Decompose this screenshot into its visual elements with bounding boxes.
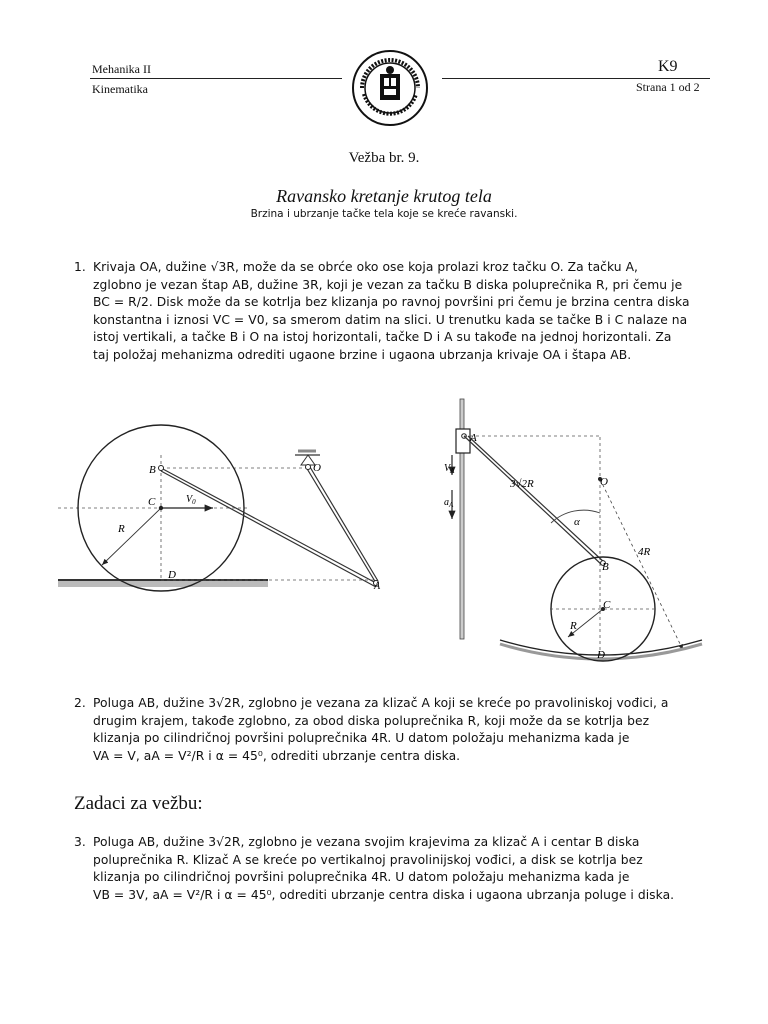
subtitle: Brzina i ubrzanje tačke tela koje se kreće ravanski. [250, 208, 518, 220]
problem-1-line: istoj vertikali, a tačke B i O na istoj horizontali, tačke D i A su takođe na jednoj horizontali. Za [93, 330, 672, 344]
figure-1-disk-mechanism [58, 395, 398, 620]
figure-2-label-o: O [600, 476, 608, 488]
header-rule-right-top [442, 78, 710, 79]
figure-1-label-v0: $V_0$ [186, 494, 196, 506]
header-code: K9 [658, 58, 678, 75]
problem-1-line: zglobno je vezan štap AB, dužine 3R, koji je vezan za tačku B diska poluprečnika R, pri čemu je [93, 277, 683, 292]
section-title: Zadaci za vežbu: [74, 793, 203, 814]
figure-1-label-r: R [118, 523, 125, 535]
figure-1-label-d: D [168, 569, 176, 581]
figure-1-label-c: C [148, 496, 156, 508]
problem-1-line: konstantna i iznosi VC = V0, sa smerom datim na slici. U trenutku kada se tačke B i C nalaze na [93, 312, 688, 327]
problem-2-line: VA = V, aA = V²/R i α = 45⁰, odrediti ubrzanje centra diska. [93, 748, 461, 763]
figure-2-label-aa: $a_A$ [444, 497, 454, 509]
problem-1-text [93, 259, 713, 364]
figure-1-label-b: B [149, 464, 156, 476]
problem-2-number: 2. [74, 696, 86, 710]
problem-2-text [93, 695, 713, 765]
problem-1-line: taj položaj mehanizma odrediti ugaone brzine i ugaona ubrzanja krivaje OA i štapa AB. [93, 347, 632, 362]
header-page: Strana 1 od 2 [636, 80, 700, 94]
header-topic: Kinematika [92, 82, 148, 96]
figure-1-label-a: A [374, 581, 381, 592]
figure-1-label-o: O [313, 462, 321, 474]
exercise-title: Vežba br. 9. [348, 150, 420, 166]
problem-2-line: Poluga AB, dužine 3√2R, zglobno je vezana za klizač A koji se kreće po pravoliniskoj vođici, a [93, 696, 669, 710]
header-rule-left-top [90, 78, 342, 79]
figure-2-label-alpha: α [574, 516, 580, 528]
header-course: Mehanika II [92, 62, 151, 76]
problem-3-line: VB = 3V, aA = V²/R i α = 45⁰, odrediti ubrzanje centra diska i ugaona ubrzanja poluge i diska. [93, 887, 675, 902]
problem-3-text [93, 834, 713, 904]
figure-2-label-length: 3√2R [510, 478, 534, 490]
figure-2-label-va: $V_A$ [444, 463, 455, 475]
figure-2-slider-disk-mechanism [440, 395, 720, 670]
problem-3-line: klizanja po cilindričnoj površini poluprečnika 4R. U datom položaju mehanizma kada je [93, 870, 630, 884]
problem-2-line: klizanja po cilindričnoj površini poluprečnika 4R. U datom položaju mehanizma kada je [93, 731, 630, 745]
figure-2-label-r: R [570, 620, 577, 632]
university-seal-logo [350, 48, 430, 128]
problem-3-line: Poluga AB, dužine 3√2R, zglobno je vezana svojim krajevima za klizač A i centar B diska [93, 835, 640, 849]
problem-1-line: Krivaja OA, dužine √3R, može da se obrće oko ose koja prolazi kroz tačku O. Za tačku A, [93, 260, 638, 274]
main-title: Ravansko kretanje krutog tela [276, 186, 492, 206]
figure-2-label-b: B [602, 561, 609, 573]
problem-3-number: 3. [74, 835, 86, 849]
problem-2-line: drugim krajem, takođe zglobno, za obod diska poluprečnika R, koji može da se kotrlja bez [93, 713, 650, 728]
problem-3-line: poluprečnika R. Klizač A se kreće po vertikalnoj pravolinijskoj vođici, a disk se kotrlja bez [93, 852, 643, 867]
figure-2-label-a: A [470, 432, 477, 444]
figure-2-label-4r: 4R [638, 546, 651, 558]
figure-2-label-c: C [603, 599, 611, 611]
figure-2-label-d: D [597, 649, 605, 661]
problem-1-line: BC = R/2. Disk može da se kotrlja bez klizanja po ravnoj površini pri čemu je brzina centra diska [93, 295, 690, 309]
problem-1-number: 1. [74, 260, 86, 274]
